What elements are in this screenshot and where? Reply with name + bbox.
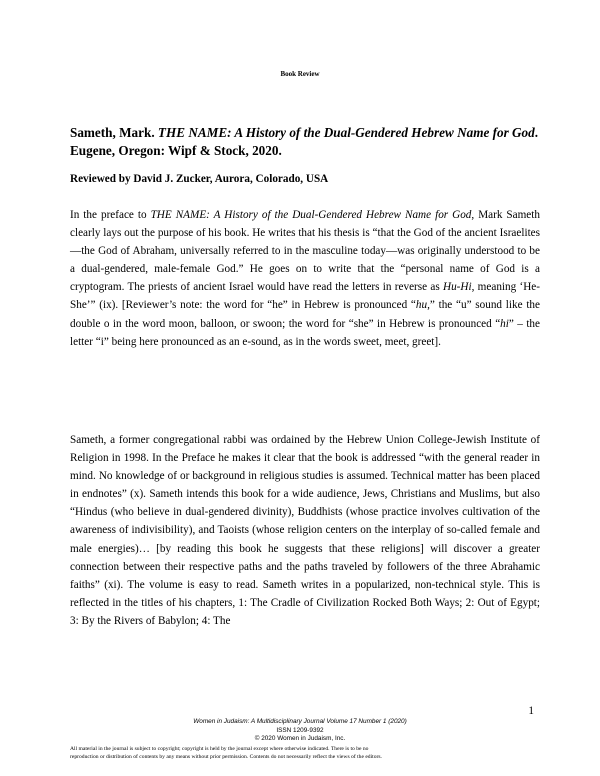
p1-book-title: THE NAME: A History of the Dual-Gendered Hebrew Name for God [150,209,472,221]
journal-issn: ISSN 1209-9392 [276,726,324,734]
page-number: 1 [528,705,534,717]
body-paragraph-2: Sameth, a former congregational rabbi was ordained by the Hebrew Union College-Jewish Institute of Religion in 1998. In the Preface he makes it clear that the book is addressed “with the general reader in mind. No knowledge of or background in religious studies is assumed. Technical matter has been placed in endnotes” (x). Sameth intends this book for a wide audience, Jews, Christians and Muslims, but also “Hindus (who believe in dual-gendered divinity), Buddhists (whose practice involves cultivation of the awareness of indivisibility), and Taoists (whose religion centers on the interplay of so-called female and male energies)… [by reading this book he suggests that these religions] will discover a greater connection between their respective paths and the paths traveled by followers of the three Abrahamic faiths” (xi). The volume is easy to read. Sameth writes in a popularized, non-technical style. This is reflected in the titles of his chapters, 1: The Cradle of Civilization Rocked Both Ways; 2: Out of Egypt; 3: By the Rivers of Babylon; 4: The [70,434,540,627]
p1-term-hi: hi [500,317,509,330]
journal-copyright: © 2020 Women in Judaism, Inc. [254,735,346,743]
citation-book-title: THE NAME: A History of the Dual-Gendered Hebrew Name for God [157,125,535,140]
copyright-notice [70,745,540,761]
section-header: Book Review [280,70,320,78]
citation-author: Sameth, Mark. [70,125,155,140]
reviewer-line: Reviewed by David J. Zucker, Aurora, Colorado, USA [70,173,329,185]
notice-line-1: All material in the journal is subject to copyright; copyright is held by the journal except where otherwise indicated. There is to be no [70,746,369,752]
book-citation [70,124,540,160]
citation-publication: . Eugene, Oregon: Wipf & Stock, 2020. [70,125,539,158]
p1-text-e: ” – the letter “i” being here pronounced as an e-sound, as in the words sweet, meet, greet]. [70,317,540,348]
journal-title: Women in Judaism: A Multidisciplinary Journal Volume 17 Number 1 (2020) [193,718,407,725]
body-paragraph-1 [70,206,540,351]
p1-text-d: ” the “u” sound like the double o in the word moon, balloon, or swoon; the word for “she” in Hebrew is pronounced “ [70,299,540,330]
p1-text-b: , Mark Sameth clearly lays out the purpose of his book. He writes that his thesis is “that the God of the ancient Israelites—the God of Abraham, universally referred to in the masculine today—was originally understood to be a dual-gendered, male-female God.” He goes on to write that the “personal name of God is a cryptogram. The priests of ancient Israel would have read the letters in reverse as [70,209,540,294]
journal-footer [0,718,600,744]
notice-line-2: reproduction or distribution of contents by any means without prior permission. Contents do not necessarily reflect the views of the editors. [70,754,382,761]
p1-term-hu: hu, [415,299,430,312]
p1-text-c: , meaning ‘He-She’” (ix). [Reviewer’s note: the word for “he” in Hebrew is pronounced “ [70,281,540,312]
p1-term-hu-hi: Hu-Hi [443,281,472,294]
p1-text-a: In the preface to [70,209,151,221]
